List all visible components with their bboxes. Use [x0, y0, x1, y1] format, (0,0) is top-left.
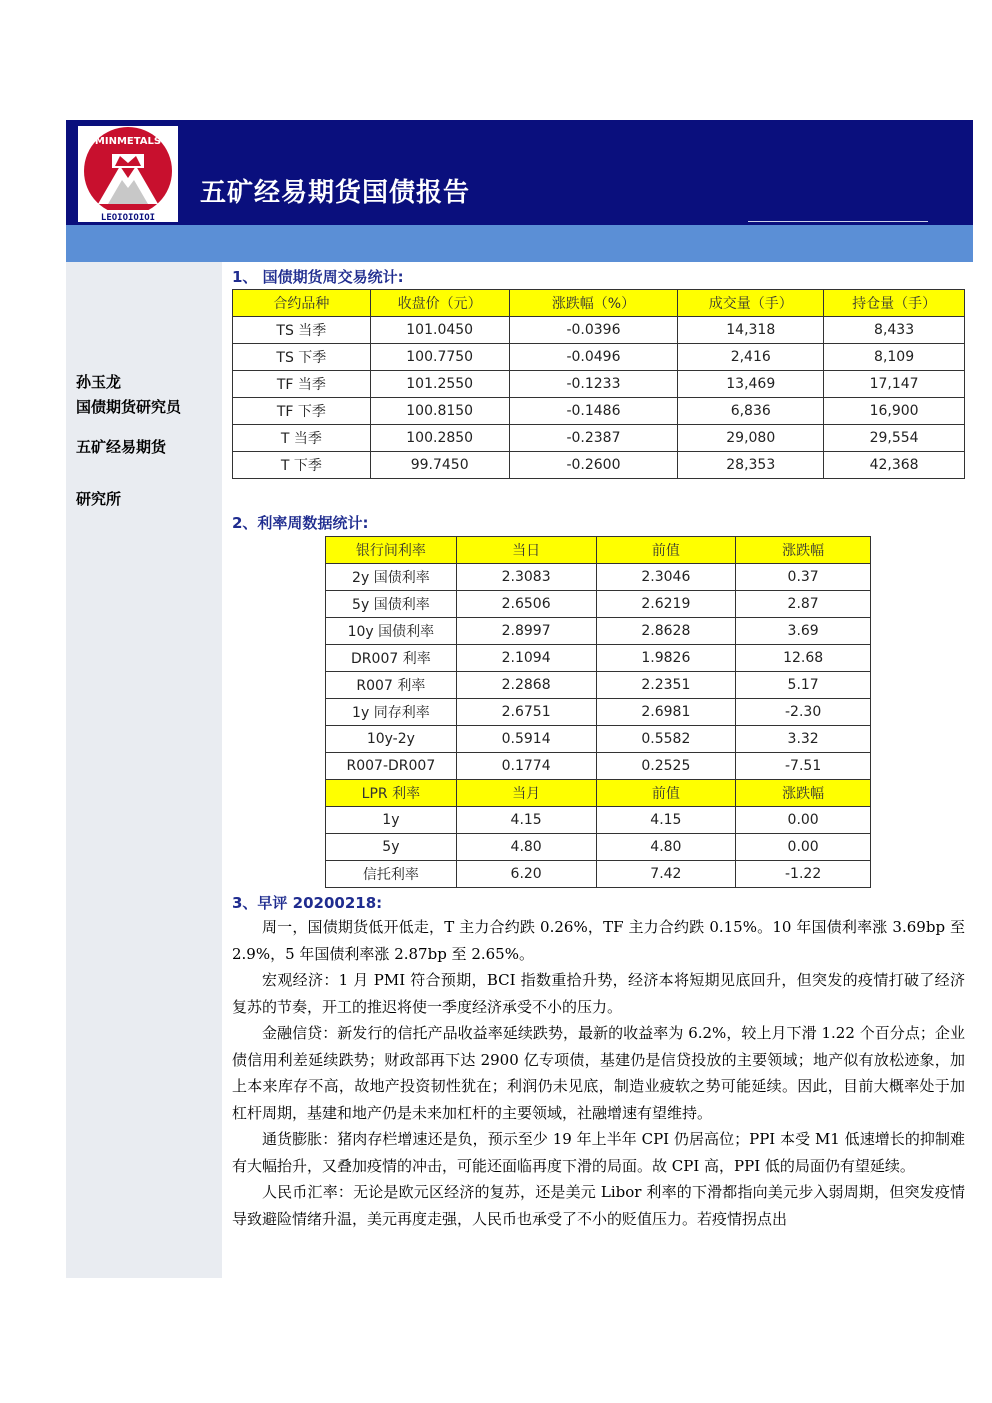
table-row [326, 834, 871, 861]
table-cell: 0.00 [736, 807, 871, 834]
table-cell: TF 当季 [233, 371, 371, 398]
table-row [326, 807, 871, 834]
table-cell: 2.1094 [456, 645, 596, 672]
table-cell: 5y 国债利率 [326, 591, 457, 618]
table-cell: 7.42 [596, 861, 736, 888]
header-cell: 涨跌幅 [736, 537, 871, 564]
table-cell: 5.17 [736, 672, 871, 699]
table-cell: 29,554 [824, 425, 965, 452]
table-cell: TS 当季 [233, 317, 371, 344]
header-cell: 成交量（手） [678, 290, 824, 317]
table-cell: -0.2600 [509, 452, 678, 479]
table-cell: 8,433 [824, 317, 965, 344]
table-row [233, 398, 965, 425]
company-name: 五矿经易期货 [76, 438, 167, 456]
table-cell: 100.8150 [370, 398, 509, 425]
table-cell: 100.7750 [370, 344, 509, 371]
table-cell: -7.51 [736, 753, 871, 780]
table-cell: 2.87 [736, 591, 871, 618]
table-cell: 101.0450 [370, 317, 509, 344]
table-cell: 2.6981 [596, 699, 736, 726]
table-cell: 100.2850 [370, 425, 509, 452]
table-cell: 2.2351 [596, 672, 736, 699]
table-cell: -2.30 [736, 699, 871, 726]
table-cell: 0.00 [736, 834, 871, 861]
table-cell: 17,147 [824, 371, 965, 398]
table-row [326, 861, 871, 888]
header-cell: LPR 利率 [326, 780, 457, 807]
table-cell: 12.68 [736, 645, 871, 672]
table-row [326, 618, 871, 645]
table-cell: TF 下季 [233, 398, 371, 425]
report-title: 五矿经易期货国债报告 [200, 178, 471, 208]
header-cell: 当日 [456, 537, 596, 564]
table-cell: -0.2387 [509, 425, 678, 452]
header-cell: 前值 [596, 780, 736, 807]
table-cell: 4.80 [596, 834, 736, 861]
table-cell: T 下季 [233, 452, 371, 479]
table-row [326, 753, 871, 780]
table-cell: 4.15 [596, 807, 736, 834]
header-divider [748, 221, 928, 222]
table-cell: TS 下季 [233, 344, 371, 371]
header-cell: 银行间利率 [326, 537, 457, 564]
paragraph: 宏观经济：1 月 PMI 符合预期，BCI 指数重拾升势，经济本将短期见底回升，但突发的疫情打破了经济复苏的节奏，开工的推迟将使一季度经济承受不小的压力。 [232, 971, 965, 1016]
header-cell: 当月 [456, 780, 596, 807]
table-cell: 14,318 [678, 317, 824, 344]
table-cell: 28,353 [678, 452, 824, 479]
table-row [233, 371, 965, 398]
author-name: 孙玉龙 [76, 373, 122, 391]
table-row [326, 672, 871, 699]
table-cell: 6.20 [456, 861, 596, 888]
paragraph: 金融信贷：新发行的信托产品收益率延续跌势，最新的收益率为 6.2%，较上月下滑 1.22 个百分点；企业债信用利差延续跌势；财政部再下达 2900 亿专项债，基建仍是信贷投放的主要领域；地产似有放松迹象，加上本来库存不高，故地产投资韧性犹在；利润仍未见底，制造业疲软之势可能延续。因此，目前大概率处于加杠杆周期，基建和地产仍是未来加杠杆的主要领域，社融增速有望维持。 [232, 1024, 965, 1122]
sidebar [66, 262, 222, 1278]
table-header-row [326, 537, 871, 564]
table-cell: 4.80 [456, 834, 596, 861]
table-cell: -1.22 [736, 861, 871, 888]
table-cell: 0.2525 [596, 753, 736, 780]
table-cell: 42,368 [824, 452, 965, 479]
paragraph: 人民币汇率：无论是欧元区经济的复苏，还是美元 Libor 利率的下滑都指向美元步入弱周期，但突发疫情导致避险情绪升温，美元再度走强，人民币也承受了不小的贬值压力。若疫情拐点出 [232, 1183, 965, 1228]
table-cell: 2.6751 [456, 699, 596, 726]
table-cell: 2.8997 [456, 618, 596, 645]
section2-heading: 2、利率周数据统计: [232, 514, 369, 532]
morning-review [232, 914, 965, 1232]
table-cell: 信托利率 [326, 861, 457, 888]
table-cell: T 当季 [233, 425, 371, 452]
table-cell: 5y [326, 834, 457, 861]
report-header [66, 120, 973, 225]
table-cell: 2y 国债利率 [326, 564, 457, 591]
table-cell: 10y 国债利率 [326, 618, 457, 645]
table-cell: 6,836 [678, 398, 824, 425]
rates-weekly-table [325, 536, 871, 888]
table-cell: 2.6506 [456, 591, 596, 618]
table-header-row [233, 290, 965, 317]
table-cell: 0.1774 [456, 753, 596, 780]
section1-heading: 1、 国债期货周交易统计: [232, 268, 404, 286]
table-row [326, 726, 871, 753]
table-cell: 1y 同存利率 [326, 699, 457, 726]
header-cell: 持仓量（手） [824, 290, 965, 317]
table-cell: 0.5914 [456, 726, 596, 753]
table-cell: 1.9826 [596, 645, 736, 672]
table-row [233, 317, 965, 344]
table-cell: 2.6219 [596, 591, 736, 618]
header-cell: 涨跌幅 [736, 780, 871, 807]
paragraph: 周一，国债期货低开低走，T 主力合约跌 0.26%，TF 主力合约跌 0.15%。10 年国债利率涨 3.69bp 至 2.9%，5 年国债利率涨 2.87bp 至 2.65%。 [232, 918, 965, 963]
table-row [326, 564, 871, 591]
table-cell: 3.69 [736, 618, 871, 645]
table-row [326, 591, 871, 618]
department-name: 研究所 [76, 490, 122, 508]
table-cell: 2,416 [678, 344, 824, 371]
paragraph: 通货膨胀：猪肉存栏增速还是负，预示至少 19 年上半年 CPI 仍居高位；PPI 本受 M1 低速增长的抑制难有大幅抬升，又叠加疫情的冲击，可能还面临再度下滑的局面。故 CPI 高，PPI 低的局面仍有望延续。 [232, 1130, 965, 1175]
table-cell: 16,900 [824, 398, 965, 425]
table-cell: R007 利率 [326, 672, 457, 699]
table-cell: 2.3083 [456, 564, 596, 591]
logo-top-text: MINMETALS [94, 136, 162, 147]
table-cell: 3.32 [736, 726, 871, 753]
table-cell: -0.1486 [509, 398, 678, 425]
table-cell: 4.15 [456, 807, 596, 834]
header-blue-bar [66, 225, 973, 262]
futures-weekly-table [232, 289, 965, 479]
table-cell: R007-DR007 [326, 753, 457, 780]
header-cell: 涨跌幅（%） [509, 290, 678, 317]
table-row [233, 452, 965, 479]
table-cell: DR007 利率 [326, 645, 457, 672]
table-row [326, 699, 871, 726]
header-cell: 前值 [596, 537, 736, 564]
table-cell: 13,469 [678, 371, 824, 398]
table-cell: 8,109 [824, 344, 965, 371]
table-cell: 99.7450 [370, 452, 509, 479]
table-cell: 10y-2y [326, 726, 457, 753]
table-cell: -0.0496 [509, 344, 678, 371]
table-cell: 2.2868 [456, 672, 596, 699]
table-cell: 29,080 [678, 425, 824, 452]
table-header-row [326, 780, 871, 807]
minmetals-logo [78, 126, 178, 222]
table-cell: -0.0396 [509, 317, 678, 344]
logo-bottom-text: LEOIOIOIOI [100, 213, 156, 222]
table-row [233, 425, 965, 452]
header-cell: 收盘价（元） [370, 290, 509, 317]
section3-heading: 3、早评 20200218: [232, 894, 383, 912]
table-cell: 1y [326, 807, 457, 834]
table-cell: 2.3046 [596, 564, 736, 591]
table-cell: 0.37 [736, 564, 871, 591]
table-cell: 2.8628 [596, 618, 736, 645]
table-cell: -0.1233 [509, 371, 678, 398]
table-cell: 101.2550 [370, 371, 509, 398]
table-row [233, 344, 965, 371]
table-row [326, 645, 871, 672]
author-role: 国债期货研究员 [76, 398, 182, 416]
table-cell: 0.5582 [596, 726, 736, 753]
header-cell: 合约品种 [233, 290, 371, 317]
